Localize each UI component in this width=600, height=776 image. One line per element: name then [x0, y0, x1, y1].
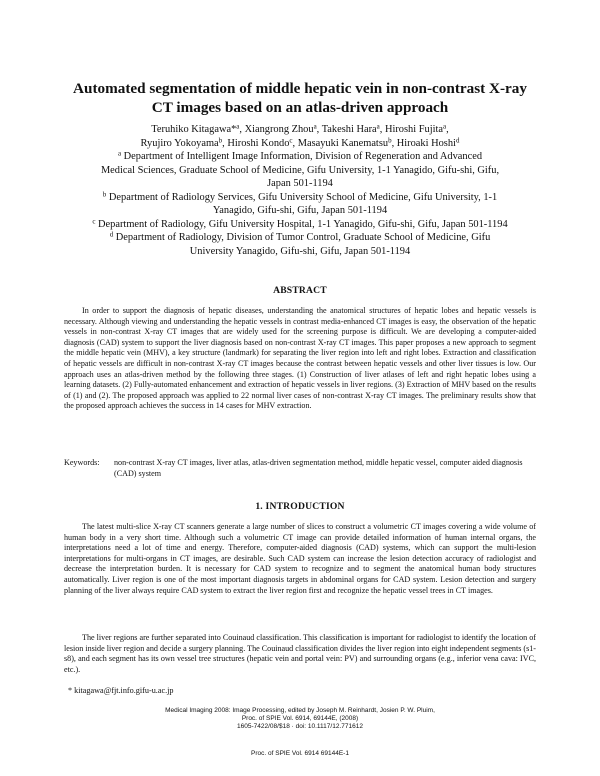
paper-title	[50, 79, 550, 117]
affil-text: Yanagido, Gifu-shi, Gifu, Japan 501-1194	[212, 205, 388, 216]
author-name: Teruhiko Kitagawa*	[151, 124, 237, 135]
author-affil-mark: a	[313, 122, 317, 131]
author-name: Hiroshi Fujita	[384, 124, 443, 135]
author-affil-mark: a	[376, 122, 380, 131]
author-name: Xiangrong Zhou	[244, 124, 314, 135]
title-line-2: CT images based on an atlas-driven approach	[151, 99, 449, 116]
author-affil-mark: a	[442, 122, 447, 131]
footer-line: Proc. of SPIE Vol. 6914, 69144E, (2008)	[241, 715, 359, 723]
keywords-block	[64, 458, 536, 479]
affil-text: Medical Sciences, Graduate School of Medicine, Gifu University, 1-1 Yanagido, Gifu-shi, Gifu,	[100, 164, 500, 176]
author-name: Hiroaki Hoshi	[396, 137, 456, 149]
introduction-heading: 1. INTRODUCTION	[255, 501, 345, 512]
author-line-2: Ryujiro Yokoyama$^b$, Hiroshi Kondo$^c$, Masayuki Kanematsu$^b$, Hiroaki Hoshi$^d$	[140, 136, 460, 149]
publication-footer	[150, 707, 450, 732]
author-affil-mark: b	[388, 136, 392, 144]
affiliation-c	[50, 218, 550, 232]
affil-text: Department of Radiology Services, Gifu University School of Medicine, Gifu University, 1-1	[108, 191, 498, 203]
abstract-text: In order to support the diagnosis of hepatic diseases, understanding the anatomical structures of hepatic lobes and hepatic vessels is necessary. Although viewing and understanding the hepatic vessels in contrast media-enhanced CT images is easy, the observation of the hepatic vessels in non-contrast X-ray CT images that are widely used for the screening purpose is difficult. We are developing a computer-aided diagnosis (CAD) system to support the liver diagnosis based on non-contrast X-ray CT images. This paper proposes a new approach to segment the middle hepatic vein (MHV), a key structure (landmark) for separating the liver region into left and right lobes. Extraction and classification of hepatic vessels are difficult in non-contrast X-ray CT images because the contrast between hepatic vessels and other liver tissues is low. Our approach uses an atlas-driven method by the following three stages. (1) Construction of liver atlases of left and right hepatic lobes using a learning datasets. (2) Fully-automated enhancement and extraction of hepatic vessels in liver regions. (3) Extraction of MHV based on the results of (1) and (2). The proposed approach was applied to 22 normal liver cases of non-contrast X-ray CT images. The preliminary results show that the proposed approach achieves the success in 14 cases for MHV extraction.	[64, 306, 536, 411]
affiliation-b	[50, 191, 550, 218]
footer-line: 1605-7422/08/$18 · doi: 10.1117/12.771612	[237, 723, 363, 731]
author-name: Masayuki Kanematsu	[297, 137, 389, 149]
affil-text: University Yanagido, Gifu-shi, Gifu, Japan 501-1194	[189, 245, 411, 257]
affiliation-d	[50, 231, 550, 258]
affil-mark: b	[102, 190, 107, 198]
affil-text: Department of Radiology, Division of Tumor Control, Graduate School of Medicine, Gifu	[115, 232, 491, 243]
author-affil-mark: d	[455, 136, 460, 144]
keywords-text: non-contrast X-ray CT images, liver atlas, atlas-driven segmentation method, middle hepatic vessel, computer aided diagnosis (CAD) system	[114, 458, 523, 478]
abstract-heading: ABSTRACT	[273, 285, 327, 296]
keywords-label: Keywords:	[64, 458, 100, 467]
author-name: Hiroshi Kondo	[227, 137, 290, 149]
affil-mark: d	[109, 230, 114, 239]
page-number: Proc. of SPIE Vol. 6914 69144E-1	[251, 750, 349, 757]
author-name: Takeshi Hara	[321, 124, 377, 135]
author-block	[50, 123, 550, 258]
affil-text: Department of Intelligent Image Information, Division of Regeneration and Advanced	[123, 151, 483, 162]
affiliation-a	[50, 150, 550, 191]
author-line-1: Teruhiko Kitagawa*$^a$, Xiangrong Zhou$^a$, Takeshi Hara$^a$, Hiroshi Fujita$^a$,	[151, 122, 449, 135]
title-line-1: Automated segmentation of middle hepatic vein in non-contrast X-ray	[73, 80, 527, 97]
author-affil-mark: b	[218, 136, 223, 144]
corresponding-author-footnote: * kitagawa@fjt.info.gifu-u.ac.jp	[68, 686, 174, 695]
affil-text: Japan 501-1194	[267, 178, 333, 189]
author-affil-mark: c	[289, 136, 293, 144]
author-name: Ryujiro Yokoyama	[140, 137, 219, 149]
author-affil-mark: a	[236, 122, 240, 131]
intro-paragraph-2: The liver regions are further separated into Couinaud classification. This classification is important for radiologist to identify the location of lesion inside liver region and decide a surgery planning. The Couinaud classification divides the liver region into eight independent segments (s1-s8), and each segment has its own vessel tree structures (hepatic vein and portal vein: PV) and surrounding organs (e.g., inferior vena cava: IVC, etc.).	[64, 633, 536, 674]
intro-paragraph-1: The latest multi-slice X-ray CT scanners generate a large number of slices to construct a volumetric CT images covering a wide volume of human body in a very short time. Although such a volumetric CT image can provide detailed information of human internal organs, the interpretations need a lot of time and energy. Therefore, computer-aided diagnosis (CAD) systems, which can support the multi-lesion interpretations for multi-organs in CT images, are desirable. Such CAD system can increase the lesion detection accuracy of radiologist and decrease the interpretation burden. It is necessary for CAD system to recognize and to segment the anatomical human body structures automatically. Liver region is one of the most important diagnosis targets in abdominal organs for CAD system. Lesion detection and surgery planning of the liver always require CAD system to extract the liver region first and recognize the hepatic vessel trees in CT images.	[64, 522, 536, 595]
affil-mark: c	[92, 217, 96, 225]
affil-text: Department of Radiology, Gifu University Hospital, 1-1 Yanagido, Gifu-shi, Gifu, Japan 501-1194	[98, 218, 508, 230]
affil-mark: a	[117, 149, 122, 158]
footer-line: Medical Imaging 2008: Image Processing, edited by Joseph M. Reinhardt, Josien P. W. Pluim,	[165, 707, 435, 714]
